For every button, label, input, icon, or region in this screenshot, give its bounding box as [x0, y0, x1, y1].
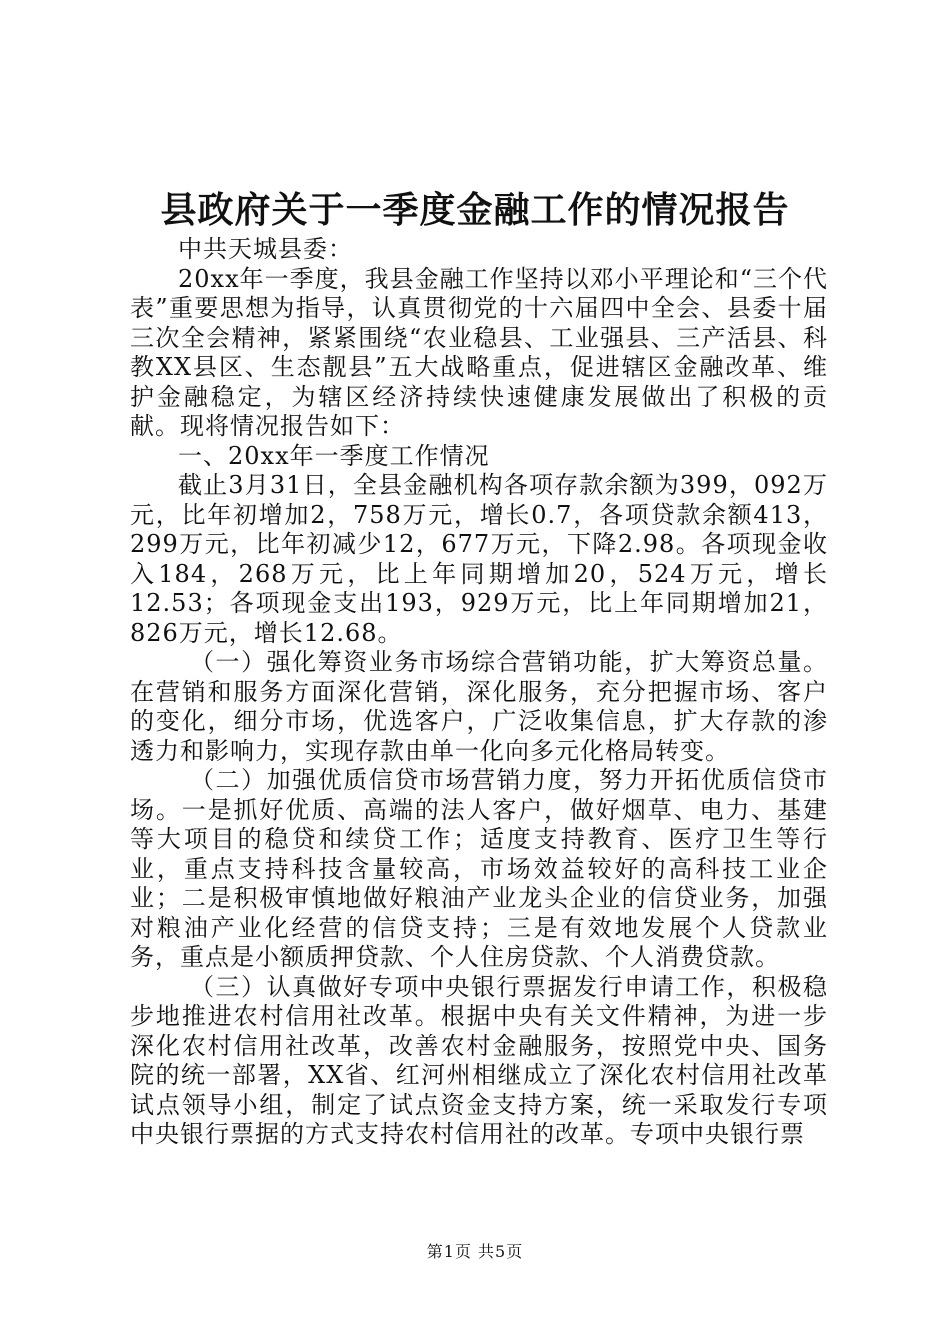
salutation: 中共天城县委： [178, 235, 353, 263]
paragraph-intro: 20xx年一季度，我县金融工作坚持以邓小平理论和“三个代表”重要思想为指导，认真贯彻党的十六届四中全会、县委十届三次全会精神，紧紧围绕“农业稳县、工业强县、三产活县、科教XX县区、生态靓县”五大战略重点，促进辖区金融改革、维护金融稳定，为辖区经济持续快速健康发展做出了积极的贡献。现将情况报告如下： [130, 264, 828, 440]
paragraph-item-1: （一）强化筹资业务市场综合营销功能，扩大筹资总量。在营销和服务方面深化营销，深化服务，充分把握市场、客户的变化，细分市场，优选客户，广泛收集信息，扩大存款的渗透力和影响力，实现存款由单一化向多元化格局转变。 [130, 648, 828, 765]
paragraph-data-summary: 截止3月31日，全县金融机构各项存款余额为399，092万元，比年初增加2，758万元，增长0.7，各项贷款余额413，299万元，比年初减少12，677万元，下降2.98。各项现金收入184，268万元，比上年同期增加20，524万元，增长12.53；各项现金支出193，929万元，比上年同期增加21，826万元，增长12.68。 [130, 471, 828, 647]
page-footer: 第1页 共5页 [426, 1242, 524, 1261]
paragraph-item-2: （二）加强优质信贷市场营销力度，努力开拓优质信贷市场。一是抓好优质、高端的法人客户，做好烟草、电力、基建等大项目的稳贷和续贷工作；适度支持教育、医疗卫生等行业，重点支持科技含量较高，市场效益较好的高科技工业企业；二是积极审慎地做好粮油产业龙头企业的信贷业务，加强对粮油产业化经营的信贷支持；三是有效地发展个人贷款业务，重点是小额质押贷款、个人住房贷款、个人消费贷款。 [130, 766, 828, 971]
document-title: 县政府关于一季度金融工作的情况报告 [160, 189, 790, 231]
document-body [130, 235, 828, 1150]
paragraph-item-3: （三）认真做好专项中央银行票据发行申请工作，积极稳步地推进农村信用社改革。根据中央有关文件精神，为进一步深化农村信用社改革，改善农村金融服务，按照党中央、国务院的统一部署，XX省、红河州相继成立了深化农村信用社改革试点领导小组，制定了试点资金支持方案，统一采取发行专项中央银行票据的方式支持农村信用社的改革。专项中央银行票 [130, 972, 828, 1148]
section-heading: 一、20xx年一季度工作情况 [178, 441, 490, 470]
